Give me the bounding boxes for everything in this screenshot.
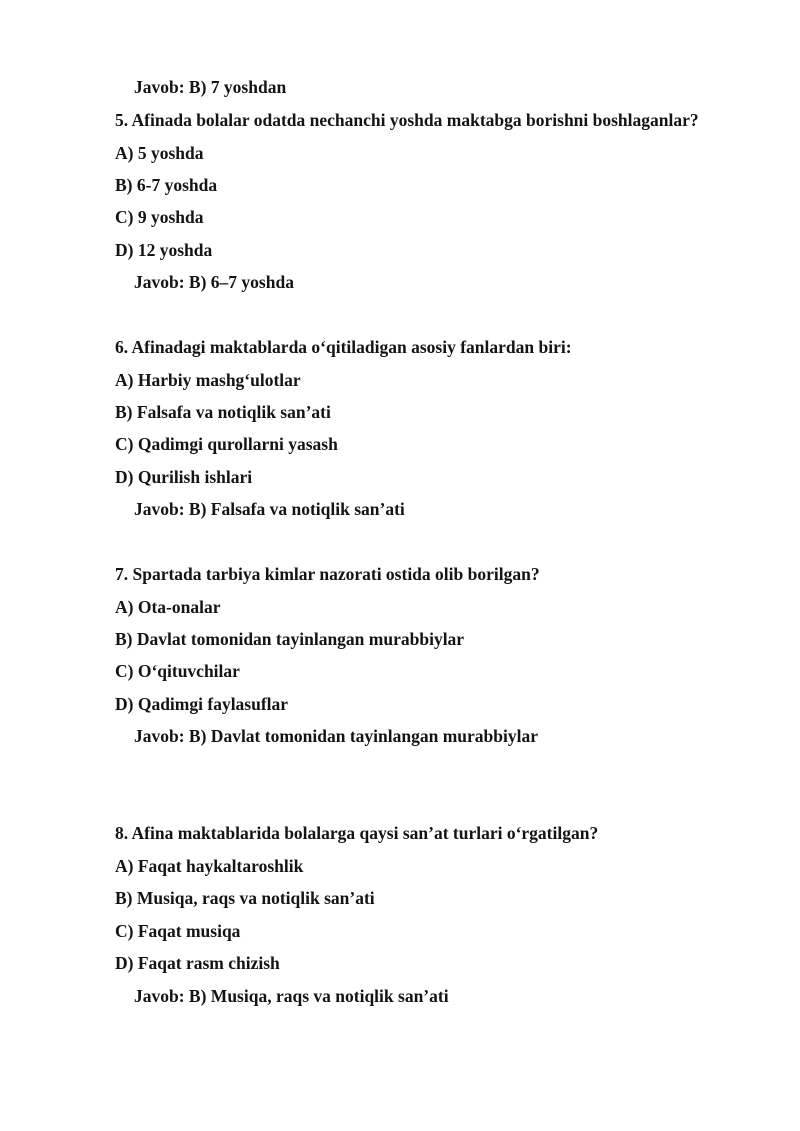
option-c: C) 9 yoshda <box>115 207 204 227</box>
option-b: B) Falsafa va notiqlik san’ati <box>115 402 331 422</box>
option-b: B) 6-7 yoshda <box>115 175 218 195</box>
answer-line: Javob: B) Davlat tomonidan tayinlangan murabbiylar <box>134 726 539 746</box>
option-a: A) Harbiy mashg‘ulotlar <box>115 370 301 390</box>
option-a: A) Faqat haykaltaroshlik <box>115 856 304 876</box>
answer-line: Javob: B) 6–7 yoshda <box>134 272 294 292</box>
option-d: D) Qurilish ishlari <box>115 467 253 487</box>
question-text: 7. Spartada tarbiya kimlar nazorati ostida olib borilgan? <box>115 564 540 584</box>
option-c: C) Faqat musiqa <box>115 921 241 941</box>
question-text: 8. Afina maktablarida bolalarga qaysi san’at turlari o‘rgatilgan? <box>115 823 599 843</box>
option-c: C) Qadimgi qurollarni yasash <box>115 434 338 454</box>
option-d: D) Qadimgi faylasuflar <box>115 694 289 714</box>
option-d: D) Faqat rasm chizish <box>115 953 280 973</box>
option-b: B) Davlat tomonidan tayinlangan murabbiylar <box>115 629 465 649</box>
option-d: D) 12 yoshda <box>115 240 213 260</box>
answer-line: Javob: B) Falsafa va notiqlik san’ati <box>134 499 405 519</box>
option-c: C) O‘qituvchilar <box>115 661 240 681</box>
question-text: 6. Afinadagi maktablarda o‘qitiladigan asosiy fanlardan biri: <box>115 337 572 357</box>
question-text: 5. Afinada bolalar odatda nechanchi yoshda maktabga borishni boshlaganlar? <box>115 110 699 130</box>
option-b: B) Musiqa, raqs va notiqlik san’ati <box>115 888 375 908</box>
answer-line: Javob: B) 7 yoshdan <box>134 77 287 97</box>
option-a: A) Ota-onalar <box>115 597 221 617</box>
answer-line: Javob: B) Musiqa, raqs va notiqlik san’ati <box>134 986 449 1006</box>
option-a: A) 5 yoshda <box>115 143 204 163</box>
